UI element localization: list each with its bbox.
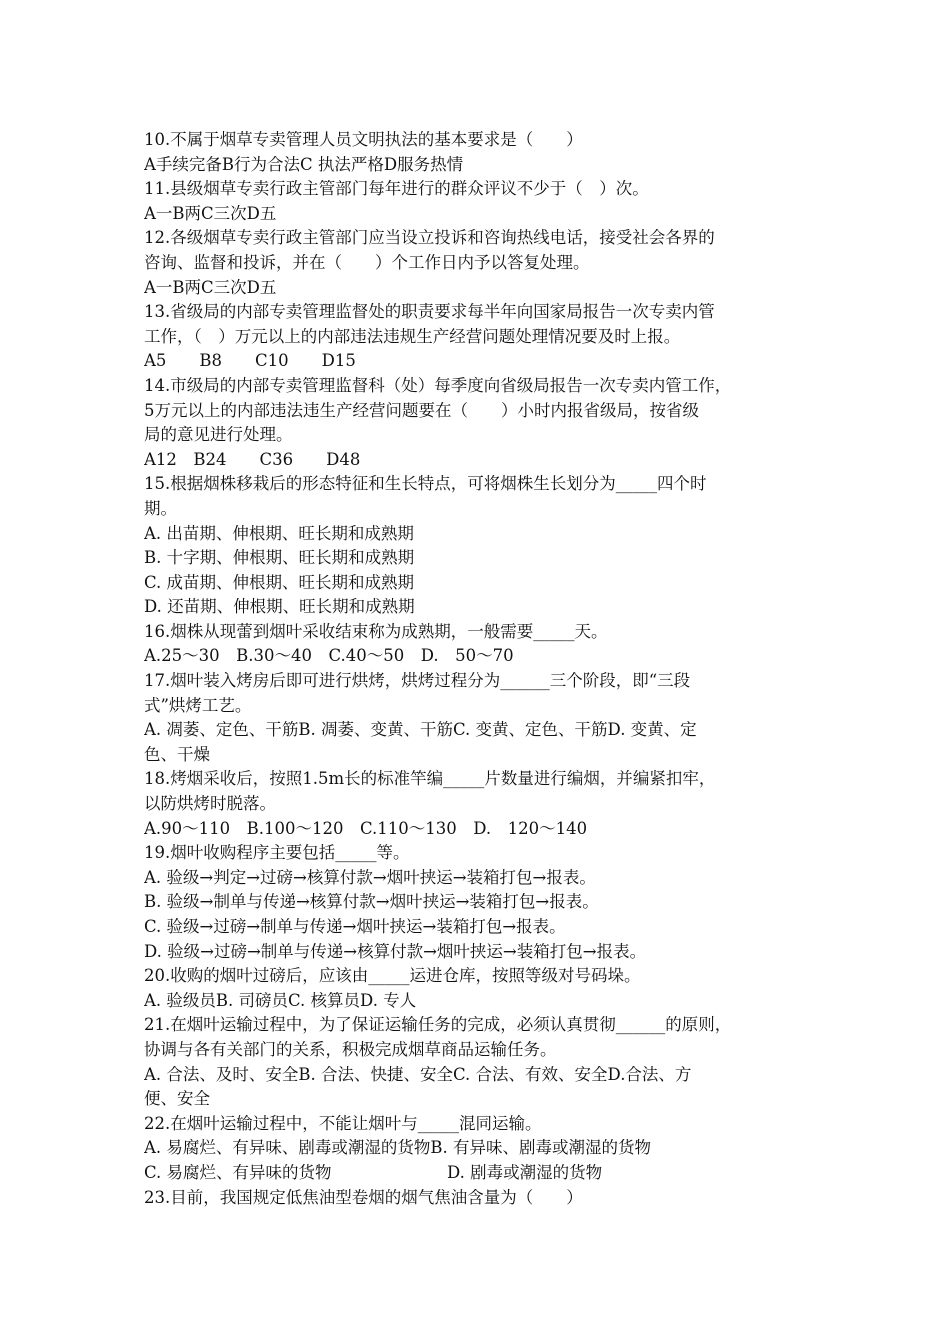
text-line: 12.各级烟草专卖行政主管部门应当设立投诉和咨询热线电话，接受社会各界的 — [144, 228, 715, 248]
text-line: A. 凋萎、定色、干筋B. 凋萎、变黄、干筋C. 变黄、定色、干筋D. 变黄、定 — [144, 720, 697, 740]
text-line: 工作，（ ）万元以上的内部违法违规生产经营问题处理情况要及时上报。 — [144, 326, 681, 346]
text-line: A. 合法、及时、安全B. 合法、快捷、安全C. 合法、有效、安全D.合法、方 — [144, 1064, 692, 1084]
text-line: A5 B8 C10 D15 — [144, 351, 356, 371]
text-line: A. 验级员B. 司磅员C. 核算员D. 专人 — [144, 990, 417, 1010]
text-line: 16.烟株从现蕾到烟叶采收结束称为成熟期，一般需要_____天。 — [144, 621, 608, 641]
text-line: 13.省级局的内部专卖管理监督处的职责要求每半年向国家局报告一次专卖内管 — [144, 302, 715, 322]
text-line: A. 易腐烂、有异味、剧毒或潮湿的货物B. 有异味、剧毒或潮湿的货物 — [144, 1138, 652, 1158]
text-line: 15.根据烟株移栽后的形态特征和生长特点，可将烟株生长划分为_____四个时 — [144, 474, 707, 494]
text-line: B. 十字期、伸根期、旺长期和成熟期 — [144, 548, 415, 568]
text-line: 14.市级局的内部专卖管理监督科（处）每季度向省级局报告一次专卖内管工作， — [144, 375, 732, 395]
text-line: A. 验级→判定→过磅→核算付款→烟叶挟运→装箱打包→报表。 — [144, 867, 596, 887]
text-line: C. 成苗期、伸根期、旺长期和成熟期 — [144, 572, 415, 592]
text-line: A.25～30 B.30～40 C.40～50 D. 50～70 — [144, 646, 514, 666]
text-line: D. 验级→过磅→制单与传递→核算付款→烟叶挟运→装箱打包→报表。 — [144, 941, 647, 961]
text-line: 色、干燥 — [144, 744, 210, 764]
text-line: 10.不属于烟草专卖管理人员文明执法的基本要求是（ ） — [144, 130, 583, 149]
text-line: 协调与各有关部门的关系，积极完成烟草商品运输任务。 — [144, 1039, 557, 1059]
text-line: 局的意见进行处理。 — [144, 425, 293, 445]
text-line: 18.烤烟采收后，按照1.5m长的标准竿编_____片数量进行编烟，并编紧扣牢， — [144, 769, 716, 789]
text-line: A一B两C三次D五 — [144, 277, 277, 297]
text-line: 21.在烟叶运输过程中，为了保证运输任务的完成，必须认真贯彻______的原则， — [144, 1015, 732, 1035]
document-page — [144, 128, 824, 1210]
text-line: 22.在烟叶运输过程中，不能让烟叶与_____混同运输。 — [144, 1113, 542, 1133]
text-line: 23.目前，我国规定低焦油型卷烟的烟气焦油含量为（ ） — [144, 1187, 583, 1207]
text-line: 期。 — [144, 498, 177, 518]
text-line: 5万元以上的内部违法违生产经营问题要在（ ）小时内报省级局，按省级 — [144, 400, 699, 420]
text-line: C. 验级→过磅→制单与传递→烟叶挟运→装箱打包→报表。 — [144, 917, 566, 936]
text-line: 以防烘烤时脱落。 — [144, 794, 276, 814]
text-line: 便、安全 — [144, 1089, 210, 1109]
text-line: C. 易腐烂、有异味的货物 D. 剧毒或潮湿的货物 — [144, 1162, 603, 1182]
text-line: 11.县级烟草专卖行政主管部门每年进行的群众评议不少于（ ）次。 — [144, 179, 649, 199]
text-line: 式”烘烤工艺。 — [144, 695, 252, 715]
text-line: A. 出苗期、伸根期、旺长期和成熟期 — [144, 523, 414, 543]
text-line: A12 B24 C36 D48 — [144, 449, 361, 469]
text-line: B. 验级→制单与传递→核算付款→烟叶挟运→装箱打包→报表。 — [144, 892, 599, 912]
text-line: D. 还苗期、伸根期、旺长期和成熟期 — [144, 597, 415, 617]
text-line: A一B两C三次D五 — [144, 203, 277, 223]
text-line: A.90～110 B.100～120 C.110～130 D. 120～140 — [144, 818, 588, 838]
text-line: 20.收购的烟叶过磅后，应该由_____运进仓库，按照等级对号码垛。 — [144, 966, 641, 986]
text-line: A手续完备B行为合法C 执法严格D服务热情 — [144, 154, 464, 174]
text-line: 17.烟叶装入烤房后即可进行烘烤，烘烤过程分为______三个阶段，即“三段 — [144, 671, 691, 691]
text-line: 咨询、监督和投诉，并在（ ）个工作日内予以答复处理。 — [144, 252, 590, 272]
text-line: 19.烟叶收购程序主要包括_____等。 — [144, 843, 410, 863]
